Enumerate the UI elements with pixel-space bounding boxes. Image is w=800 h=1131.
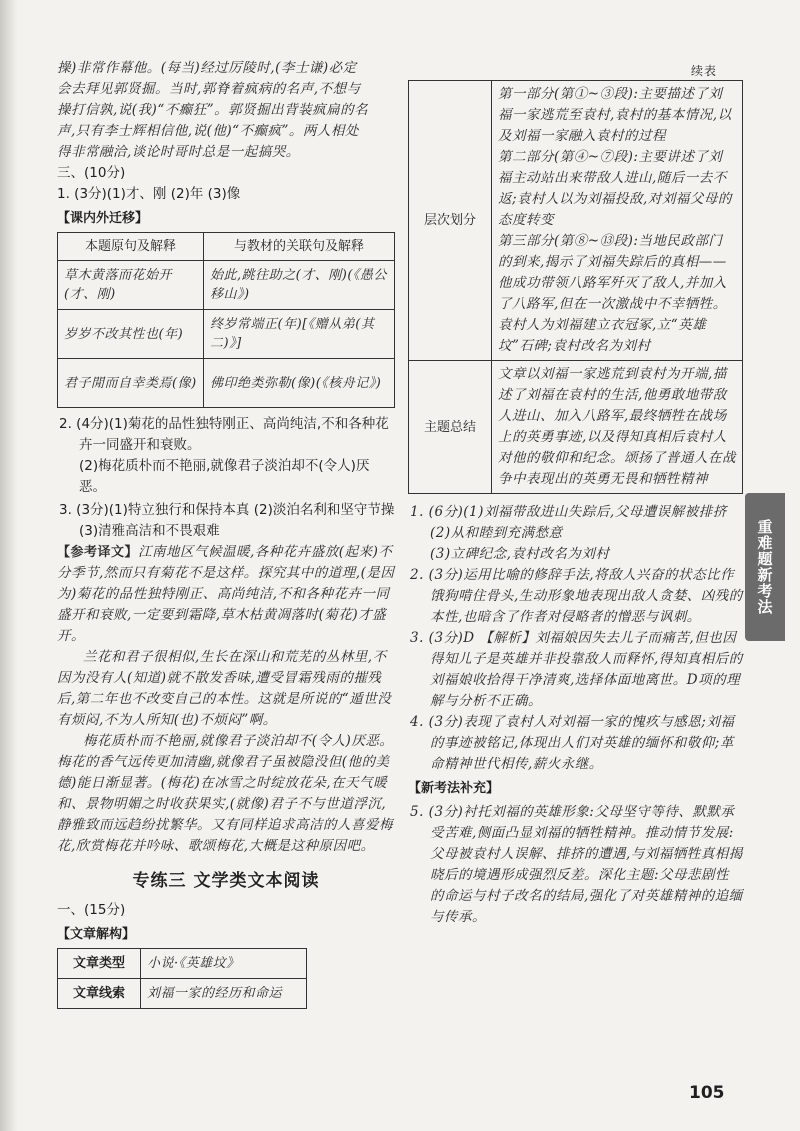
continued-label: 续表 <box>691 64 718 78</box>
tag-transfer: 【课内外迁移】 <box>57 211 149 226</box>
table-row <box>58 310 395 359</box>
section-title: 专练三 文学类文本阅读 <box>132 871 320 891</box>
part-2: 第二部分(第④~⑦段):主要讲述了刘福主动站出来带敌人进山,随后一去不返;袁村人以为刘福投敌,对刘福父母的态度转变 <box>498 149 732 228</box>
intro-line: 得非常融洽,谈论时哥时总是一起搞哭。 <box>57 144 300 160</box>
table-label: 主题总结 <box>409 361 492 494</box>
answer-r2: 2. (3分)运用比喻的修辞手法,将敌人兴奋的状态比作饿狗啃住骨头,生动形象地表现出敌人贪婪、凶残的本性,也暗含了作者对侵略者的憎恶与讽刺。 <box>410 567 743 625</box>
transfer-table <box>57 232 395 408</box>
translation-para-2: 兰花和君子很相似,生长在深山和荒芜的丛林里,不因为没有人(知道)就不散发香味,遭受冒霜残雨的摧残后,第二年也不改变自己的本性。这就是所说的“遁世没有烦闷,不为人所知(也)不烦闷”啊。 <box>57 649 392 728</box>
answer-2: 2. (4分)(1)菊花的品性独特刚正、高尚纯洁,不和各种花卉一同盛开和衰败。 <box>59 416 389 453</box>
analysis-table <box>408 80 743 494</box>
intro-line: 操)非常作幕他。(每当)经过厉陵时,(李士谦)必定 <box>57 60 357 76</box>
section-heading-1: 一、(15分) <box>57 902 126 918</box>
tag-structure: 【文章解构】 <box>57 927 136 942</box>
left-column <box>57 58 395 1009</box>
table-cell: 始此,跳往助之(才、刚)(《愚公移山》) <box>204 261 395 310</box>
side-tab-label: 重难题新考法 <box>755 519 774 615</box>
answer-r3: 3. (3分)D 【解析】刘福娘因失去儿子而痛苦,但也因得知儿子是英雄并非投靠敌人而释怀,得知真相后的刘福娘收拾得干净清爽,选择体面地离世。D项的理解与分析不正确。 <box>410 630 743 709</box>
page-number: 105 <box>689 1083 725 1103</box>
intro-line: 会去拜见郭贤掘。当时,郭脊着疯病的名声,不想与 <box>57 81 361 97</box>
table-cell: 刘福一家的经历和命运 <box>141 979 307 1009</box>
answer-r1: 1. (6分)(1)刘福带敌进山失踪后,父母遭误解被排挤 <box>410 504 727 520</box>
translation-para-1: 【参考译文】江南地区气候温暖,各种花卉盛放(起来)不分季节,然而只有菊花不是这样。探究其中的道理,(是因为)菊花的品性独特刚正、高尚纯洁,不和各种花卉一同盛开和衰败,一定要到霜降,草木枯黄凋落时(菊花)才盛开。 <box>57 544 395 644</box>
handwritten-intro <box>57 58 395 163</box>
table-header: 本题原句及解释 <box>58 233 204 261</box>
table-cell: 佛印绝类弥勒(像)(《核舟记》) <box>204 359 395 408</box>
answer-3: 3. (3分)(1)特立独行和保持本真 (2)淡泊名利和坚守节操 (3)清雅高洁和不畏艰难 <box>59 502 395 539</box>
right-column <box>408 80 743 928</box>
table-cell: 岁岁不改其性也(年) <box>58 310 204 359</box>
answers-block <box>408 502 743 775</box>
page-edge-shadow <box>0 0 18 1131</box>
table-cell <box>492 81 743 361</box>
side-tab <box>745 493 785 641</box>
table-row <box>58 949 307 979</box>
table-row <box>409 361 743 494</box>
table-cell: 文章以刘福一家逃荒到袁村为开端,描述了刘福在袁村的生活,他勇敢地带敌人进山、加入八路军,最终牺牲在战场上的英勇事迹,以及得知真相后袁村人对他的敬仰和纪念。颂扬了普通人在战争中表现出的英勇无畏和牺牲精神 <box>492 361 743 494</box>
table-row <box>58 359 395 408</box>
answer-r4: 4. (3分)表现了袁村人对刘福一家的愧疚与感恩;刘福的事迹被铭记,体现出人们对英雄的缅怀和敬仰;革命精神世代相传,薪火永继。 <box>410 714 735 772</box>
table-cell: 君子閒而自幸类焉(像) <box>58 359 204 408</box>
table-label: 文章类型 <box>58 949 141 979</box>
section-heading-3: 三、(10分) <box>57 165 126 181</box>
answer-r1-part: (2)从和睦到充满愁意 <box>430 525 563 541</box>
table-cell: 小说·《英雄坟》 <box>141 949 307 979</box>
part-1: 第一部分(第①~③段):主要描述了刘福一家逃荒至袁村,袁村的基本情况,以及刘福一家融入袁村的过程 <box>498 86 732 144</box>
table-label: 层次划分 <box>409 81 492 361</box>
table-header: 与教材的关联句及解释 <box>204 233 395 261</box>
intro-line: 操打信孰,说(我)“不癫狂”。郭贤掘出背装疯扁的名 <box>57 102 369 118</box>
answer-1: 1. (3分)(1)才、刚 (2)年 (3)像 <box>57 186 241 202</box>
table-row <box>58 979 307 1009</box>
intro-line: 声,只有李士辉相信他,说(他)“不癫疯”。两人相处 <box>57 123 359 139</box>
answer-r5: 5. (3分)衬托刘福的英雄形象:父母坚守等待、默默承受苦难,侧面凸显刘福的牺牲精神。推动情节发展:父母被袁村人误解、排挤的遭遇,与刘福牺牲真相揭晓后的境遇形成强烈反差。深化主题:父母悲剧性的命运与村子改名的结局,强化了对英雄精神的追缅与传承。 <box>410 804 743 925</box>
tag-translation: 【参考译文】 <box>57 545 139 560</box>
table-label: 文章线索 <box>58 979 141 1009</box>
tag-new-method: 【新考法补充】 <box>408 781 500 796</box>
table-row <box>58 261 395 310</box>
table-row <box>409 81 743 361</box>
reference-translation <box>57 542 395 857</box>
part-3: 第三部分(第⑧~⑬段):当地民政部门的到来,揭示了刘福失踪后的真相——他成功带领八路军歼灭了敌人,并加入了八路军,但在一次激战中不幸牺牲。袁村人为刘福建立衣冠冢,立“英雄坟”石碑;袁村改名为刘村 <box>498 233 727 354</box>
answer-2-part: (2)梅花质朴而不艳丽,就像君子淡泊却不(令人)厌恶。 <box>79 458 370 495</box>
translation-para-3: 梅花质朴而不艳丽,就像君子淡泊却不(令人)厌恶。梅花的香气远传更加清幽,就像君子虽被隐没但(他的美德)能日渐显著。(梅花)在冰雪之时绽放花朵,在天气暖和、景物明媚之时收获果实,(就像)君子不与世道浮沉,静雅致而远趋纷扰繁华。又有同样追求高洁的人喜爱梅花,欣赏梅花并吟咏、歌颂梅花,大概是这种原因吧。 <box>57 733 394 854</box>
structure-table <box>57 948 307 1009</box>
table-cell: 终岁常端正(年)[《赠从弟(其二)》] <box>204 310 395 359</box>
table-cell: 草木黄落而花始开(才、刚) <box>58 261 204 310</box>
answer-r1-part: (3)立碑纪念,袁村改名为刘村 <box>430 546 610 562</box>
